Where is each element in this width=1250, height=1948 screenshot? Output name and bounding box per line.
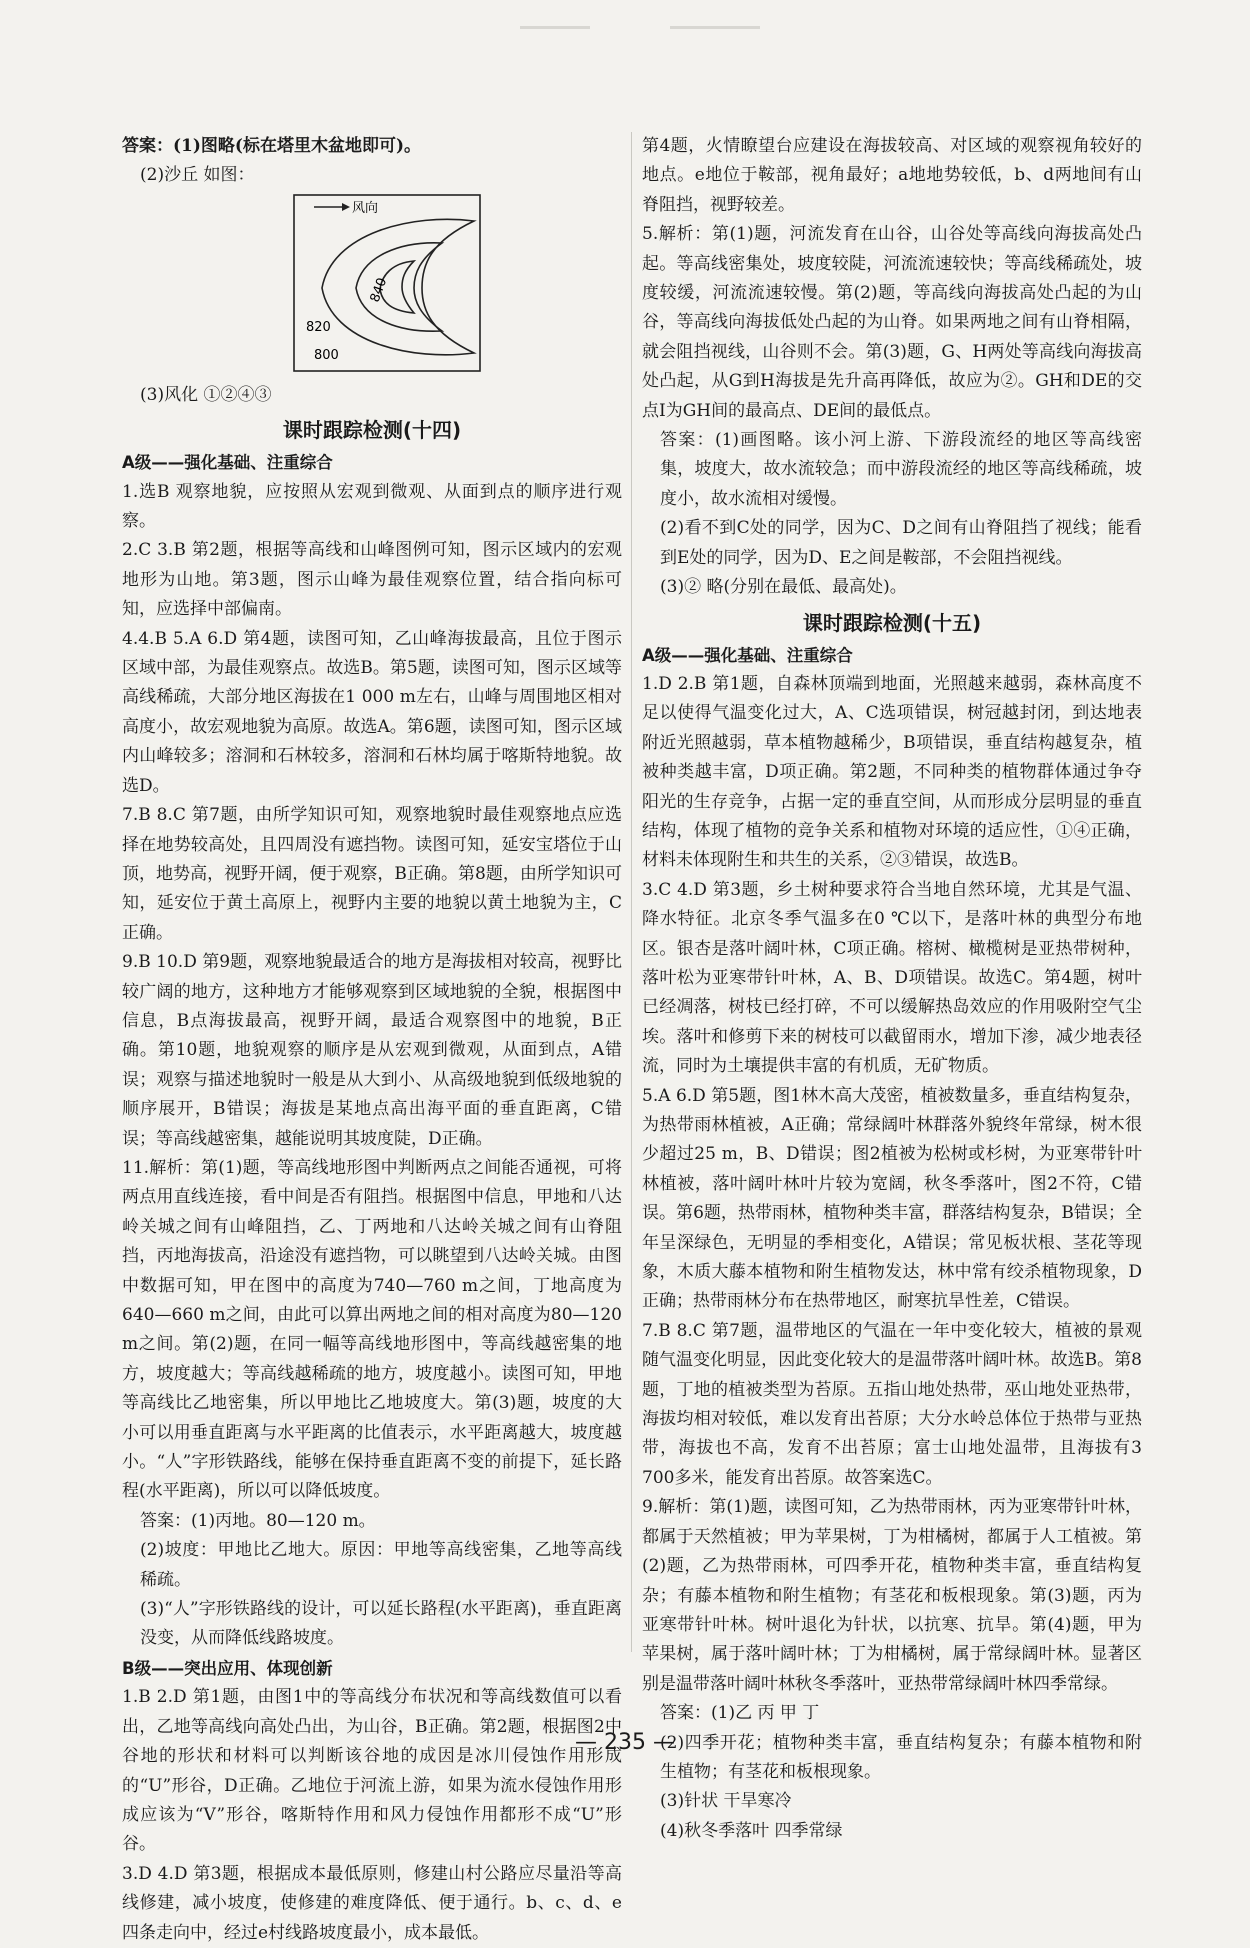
page-number: — 235 — — [575, 1730, 675, 1755]
answer-item: 9.解析：第(1)题，读图可知，乙为热带雨林，丙为亚寒带针叶林，都属于天然植被；甲为苹果树，丁为柑橘树，都属于人工植被。第(2)题，乙为热带雨林，可四季开花，植物种类丰富，垂直结构复杂；有藤本植物和附生植物；有茎花和板根现象。第(3)题，丙为亚寒带针叶林。树叶退化为针状，以抗寒、抗旱。第(4)题，甲为苹果树，属于落叶阔叶林；丁为柑橘树，属于常绿阔叶林。显著区别是温带落叶阔叶林秋冬季落叶，亚热带常绿阔叶林四季常绿。 — [642, 1497, 1142, 1694]
answer-line: (3)“人”字形铁路线的设计，可以延长路程(水平距离)，垂直距离没变，从而降低线路坡度。 — [140, 1599, 622, 1649]
contour-label-820: 820 — [306, 319, 331, 335]
answer-line: (3)针状 干旱寒冷 — [660, 1791, 792, 1812]
answer-item: 1.D 2.B 第1题，自森林顶端到地面，光照越来越弱，森林高度不足以使得气温变化过大，A、C选项错误，树冠越封闭，到达地表附近光照越弱，草本植物越稀少，B项错误，垂直结构越复杂，植被种类越丰富，D项正确。第2题，不同种类的植物群体通过争夺阳光的生存竞争，占据一定的垂直空间，从而形成分层明显的垂直结构，体现了植物的竞争关系和植物对环境的适应性，①④正确，材料未体现附生和共生的关系，②③错误，故选B。 — [642, 673, 1142, 871]
answer-line: (2)四季开花；植物种类丰富，垂直结构复杂；有藤本植物和附生植物；有茎花和板根现象。 — [660, 1732, 1142, 1782]
contour-label-840: 840 — [367, 275, 391, 305]
wind-label: 风向 — [352, 200, 379, 216]
answer-item: 5.A 6.D 第5题，图1林木高大茂密，植被数量多，垂直结构复杂，为热带雨林植被，A正确；常绿阔叶林群落外貌终年常绿，树木很少超过25 m，B、D错误；图2植被为松树或杉树，为亚寒带针叶林植被，落叶阔叶林叶片较为宽阔，秋冬季落叶，图2不符，C错误。第6题，热带雨林，植物种类丰富，群落结构复杂，B错误；全年呈深绿色，无明显的季相变化，A错误；常见板状根、茎花等现象，木质大藤本植物和附生植物发达，林中常有绞杀植物现象，D正确；热带雨林分布在热带地区，耐寒抗旱性差，C错误。 — [642, 1085, 1142, 1312]
level-a-heading: A级——强化基础、注重综合 — [122, 453, 333, 473]
left-column — [122, 132, 622, 1948]
answer-line: (2)看不到C处的同学，因为C、D之间有山脊阻挡了视线；能看到E处的同学，因为D、E之间是鞍部，不会阻挡视线。 — [660, 518, 1142, 568]
answer-item: 9.B 10.D 第9题，观察地貌最适合的地方是海拔相对较高，视野比较广阔的地方，这种地方才能够观察到区域地貌的全貌，根据图中信息，B点海拔最高，视野开阔，最适合观察图中的地貌，B正确。第10题，地貌观察的顺序是从宏观到微观，从面到点，A错误；观察与描述地貌时一般是从大到小、从高级地貌到低级地貌的顺序展开，B错误；海拔是某地点高出海平面的垂直距离，C错误；等高线越密集，越能说明其坡度陡，D正确。 — [122, 952, 622, 1149]
answer-item: 7.B 8.C 第7题，由所学知识可知，观察地貌时最佳观察地点应选择在地势较高处，且四周没有遮挡物。读图可知，延安宝塔位于山顶，地势高，视野开阔，便于观察，B正确。第8题，由所学知识可知，延安位于黄土高原上，视野内主要的地貌以黄土地貌为主，C正确。 — [122, 805, 622, 943]
answer-item: 3.C 4.D 第3题，乡土树种要求符合当地自然环境，尤其是气温、降水特征。北京冬季气温多在0 ℃以下，是落叶林的典型分布地区。银杏是落叶阔叶林，C项正确。榕树、橄榄树是亚热带树种，落叶松为亚寒带针叶林，A、B、D项错误。故选C。第4题，树叶已经凋落，树枝已经打碎，不可以缓解热岛效应的作用吸附空气尘埃。落叶和修剪下来的树枝可以截留雨水，增加下渗，减少地表径流，同时为土壤提供丰富的有机质，无矿物质。 — [642, 879, 1142, 1077]
answer-item: 1.选B 观察地貌，应按照从宏观到微观、从面到点的顺序进行观察。 — [122, 481, 622, 532]
answer-line: (2)坡度：甲地比乙地大。原因：甲地等高线密集，乙地等高线稀疏。 — [140, 1540, 622, 1590]
answer-item: 3.D 4.D 第3题，根据成本最低原则，修建山村公路应尽量沿等高线修建，减小坡度，使修建的难度降低、便于通行。b、c、d、e四条走向中，经过e村线路坡度最小，成本最低。 — [122, 1863, 622, 1943]
answer-item: 第4题，火情瞭望台应建设在海拔较高、对区域的观察视角较好的地点。e地位于鞍部，视角最好；a地地势较低，b、d两地间有山脊阻挡，视野较差。 — [642, 136, 1142, 215]
answer-line: (4)秋冬季落叶 四季常绿 — [660, 1820, 843, 1841]
dune-contour-map — [292, 193, 482, 373]
dune-contour-figure — [122, 191, 622, 381]
contour-label-800: 800 — [314, 347, 339, 363]
answer-item: 11.解析：第(1)题，等高线地形图中判断两点之间能否通视，可将两点用直线连接，看中间是否有阻挡。根据图中信息，甲地和八达岭关城之间有山峰阻挡，乙、丁两地和八达岭关城之间有山脊阻挡，丙地海拔高，沿途没有遮挡物，可以眺望到八达岭关城。由图中数据可知，甲在图中的高度为740—760 m之间，丁地高度为640—660 m之间，由此可以算出两地之间的相对高度为80—120 m之间。第(2)题，在同一幅等高线地形图中，等高线越密集的地方，坡度越大；等高线越稀疏的地方，坡度越小。读图可知，甲地等高线比乙地密集，所以甲地比乙地坡度大。第(3)题，坡度的大小可以用垂直距离与水平距离的比值表示，水平距离越大，坡度越小。“人”字形铁路线，能够在保持垂直距离不变的前提下，延长路程(水平距离)，所以可以降低坡度。 — [122, 1157, 622, 1502]
answer-line: (2)沙丘 如图： — [140, 165, 255, 186]
column-divider — [631, 132, 632, 1652]
answer-item: 1.B 2.D 第1题，由图1中的等高线分布状况和等高线数值可以看出，乙地等高线向高处凸出，为山谷，B正确。第2题，根据图2中谷地的形状和材料可以判断该谷地的成因是冰川侵蚀作用形成的“U”形谷，D正确。乙地位于河流上游，如果为流水侵蚀作用形成应该为“V”形谷，喀斯特作用和风力侵蚀作用都形不成“U”形谷。 — [122, 1687, 622, 1855]
print-mark-icon — [520, 23, 780, 33]
answer-line: (3)② 略(分别在最低、最高处)。 — [660, 577, 907, 598]
answer-item: 5.解析：第(1)题，河流发育在山谷，山谷处等高线向海拔高处凸起。等高线密集处，坡度较陡，河流流速较快；等高线稀疏处，坡度较缓，河流流速较慢。第(2)题，等高线向海拔高处凸起的为山谷，等高线向海拔低处凸起的为山脊。如果两地之间有山脊相隔，就会阻挡视线，山谷则不会。第(3)题，G、H两处等高线向海拔高处凸起，从G到H海拔是先升高再降低，故应为②。GH和DE的交点I为GH间的最高点、DE间的最低点。 — [642, 224, 1142, 421]
level-a-heading: A级——强化基础、注重综合 — [642, 645, 853, 665]
answer-line: 答案：(1)画图略。该小河上游、下游段流经的地区等高线密集，坡度大，故水流较急；而中游段流经的地区等高线稀疏，坡度小，故水流相对缓慢。 — [660, 430, 1142, 509]
answer-item: 7.B 8.C 第7题，温带地区的气温在一年中变化较大，植被的景观随气温变化明显，因此变化较大的是温带落叶阔叶林。故选B。第8题，丁地的植被类型为苔原。五指山地处热带，巫山地处亚热带，海拔均相对较低，难以发育出苔原；大分水岭总体位于热带与亚热带，海拔也不高，发育不出苔原；富士山地处温带，且海拔有3 700多米，能发育出苔原。故答案选C。 — [642, 1320, 1142, 1488]
top-print-marks — [520, 18, 780, 28]
answer-line: 答案：(1)乙 丙 甲 丁 — [660, 1703, 820, 1724]
right-column — [642, 132, 1142, 1846]
answer-item: 2.C 3.B 第2题，根据等高线和山峰图例可知，图示区域内的宏观地形为山地。第3题，图示山峰为最佳观察位置，结合指向标可知，应选择中部偏南。 — [122, 540, 622, 620]
answer-line: 答案：(1)丙地。80—120 m。 — [140, 1510, 376, 1531]
answer-line: (3)风化 ①②④③ — [140, 384, 272, 405]
answer-text: 答案：(1)图略(标在塔里木盆地即可)。 — [122, 136, 422, 156]
section-title-15: 课时跟踪检测(十五) — [802, 610, 982, 635]
section-title-14: 课时跟踪检测(十四) — [282, 418, 462, 443]
answer-line — [122, 132, 622, 161]
answer-item: 4.4.B 5.A 6.D 第4题，读图可知，乙山峰海拔最高，且位于图示区域中部，为最佳观察点。故选B。第5题，读图可知，图示区域等高线稀疏，大部分地区海拔在1 000 m左右，山峰与周围地区相对高度小，故宏观地貌为高原。故选A。第6题，读图可知，图示区域内山峰较多；溶洞和石林较多，溶洞和石林均属于喀斯特地貌。故选D。 — [122, 628, 622, 796]
level-b-heading: B级——突出应用、体现创新 — [122, 1658, 333, 1678]
